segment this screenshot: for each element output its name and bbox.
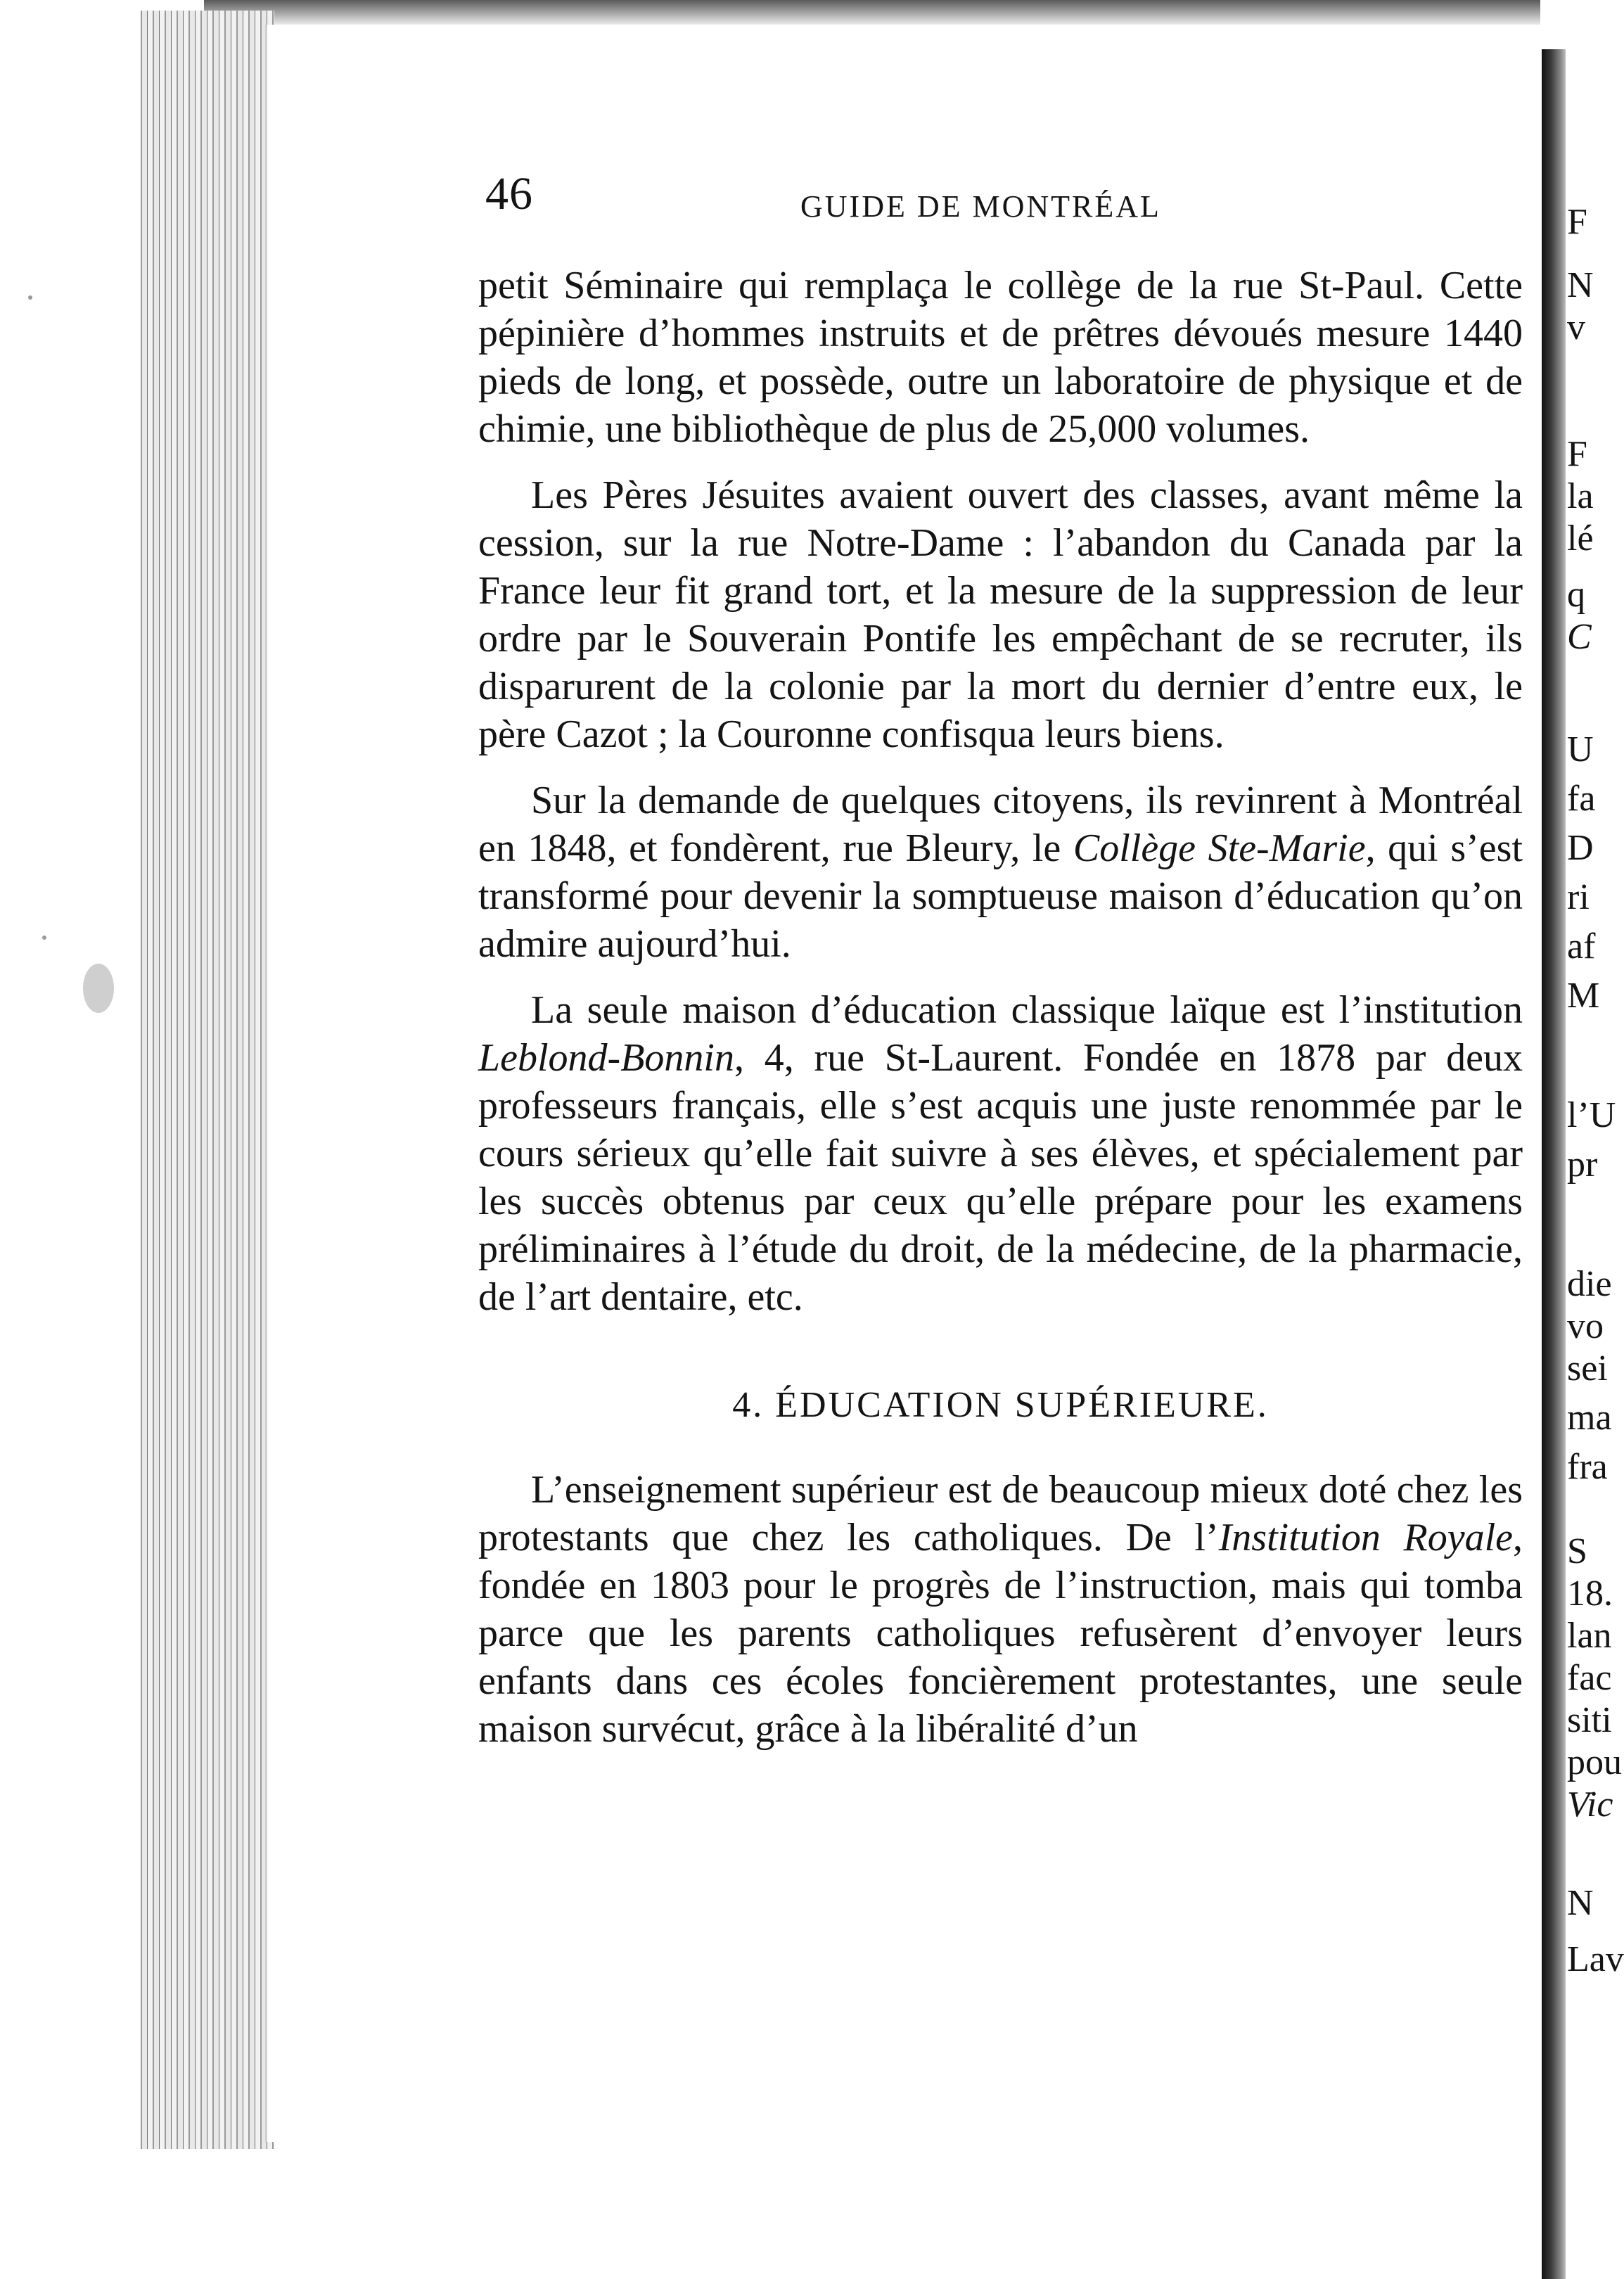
facing-page-fragment: pr	[1567, 1144, 1598, 1185]
facing-page-fragment: F	[1567, 202, 1587, 242]
facing-page-fragment: U	[1567, 729, 1594, 770]
running-head: GUIDE DE MONTRÉAL	[800, 189, 1161, 224]
facing-page-fragment: vo	[1567, 1306, 1604, 1346]
text-run: Les Pères Jésuites avaient ouvert des classes, avant même la cession, sur la rue Notre-Dame : l’abandon du Canada par la France leur fit grand tort, et la mesure de la suppression de leur ordre par le Souverain Pontife les empêchant de se recruter, ils disparurent de la colonie par la mort du dernier d’entre eux, le père Cazot ; la Couronne confisqua leurs biens.	[478, 473, 1523, 756]
italic-text: Collège Ste-Marie	[1073, 826, 1366, 870]
facing-page-fragment: Lav	[1567, 1939, 1624, 1979]
facing-page-fragment: fa	[1567, 779, 1596, 819]
page-edges-top	[204, 0, 1540, 28]
facing-page-fragment: fra	[1567, 1447, 1608, 1487]
facing-page-fragment: D	[1567, 828, 1594, 868]
paragraph	[478, 1466, 1523, 1753]
facing-page-fragment: N	[1567, 1883, 1594, 1923]
facing-page-fragment: v	[1567, 307, 1585, 347]
facing-page-fragment: C	[1567, 617, 1592, 657]
text-run: Sur la demande de quelques citoyens, ils revinrent à Montréal en 1848, et fondèrent, rue Bleury, le	[478, 779, 1523, 870]
facing-page-fragment: die	[1567, 1264, 1612, 1304]
text-run: , qui s’est transformé pour devenir la somptueuse maison d’éducation qu’on admire aujourd’hui.	[478, 826, 1523, 966]
text-run: petit Séminaire qui remplaça le collège de la rue St-Paul. Cette pépinière d’hommes instruits et de prêtres dévoués mesure 1440 pieds de long, et possède, outre un laboratoire de physique et de chimie, une bibliothèque de plus de 25,000 volumes.	[478, 264, 1523, 451]
paragraph	[478, 262, 1523, 453]
facing-page-fragment: l’U	[1567, 1095, 1616, 1135]
section-heading: 4. ÉDUCATION SUPÉRIEURE.	[732, 1385, 1269, 1425]
paragraph	[478, 986, 1523, 1321]
stacked-page-edges	[141, 11, 274, 2149]
facing-page-fragment: ri	[1567, 877, 1590, 917]
facing-page-edge	[1566, 42, 1624, 2279]
facing-page-fragment: S	[1567, 1531, 1587, 1571]
paragraph	[478, 777, 1523, 968]
paper-speck	[83, 964, 114, 1013]
text-run: L’enseignement supérieur est de beaucoup mieux doté chez les protestants que chez les catholiques. De l’	[478, 1468, 1523, 1559]
paper-speck	[42, 936, 46, 940]
italic-text: Leblond-Bonnin	[478, 1036, 734, 1080]
book-gutter	[1542, 49, 1566, 2279]
facing-page-fragment: N	[1567, 265, 1594, 305]
text-run: , 4, rue St-Laurent. Fondée en 1878 par deux professeurs français, elle s’est acquis une juste renommée par le cours sérieux qu’elle fait suivre à ses élèves, et spécialement par les succès obtenus par ceux qu’elle prépare pour les examens préliminaires à l’étude du droit, de la médecine, de la pharmacie, de l’art dentaire, etc.	[478, 1036, 1523, 1319]
facing-page-fragment: F	[1567, 434, 1587, 474]
facing-page-fragment: M	[1567, 976, 1600, 1016]
facing-page-fragment: af	[1567, 926, 1596, 966]
paragraphs-before-heading	[478, 262, 1523, 1321]
facing-page-fragment: lan	[1567, 1616, 1612, 1656]
paragraphs-after-heading	[478, 1466, 1523, 1753]
facing-page-fragment: lé	[1567, 518, 1594, 558]
text-run: , fondée en 1803 pour le progrès de l’instruction, mais qui tomba parce que les parents catholiques refusèrent d’envoyer leurs enfants dans ces écoles foncièrement protestantes, une seule maison survécut, grâce à la libéralité d’un	[478, 1516, 1523, 1751]
facing-page-fragment: fac	[1567, 1658, 1612, 1698]
facing-page-fragment: ma	[1567, 1398, 1612, 1438]
text-block	[478, 262, 1523, 1753]
facing-page-fragment: 18.	[1567, 1573, 1613, 1614]
page-number: 46	[485, 168, 533, 219]
italic-text: Institution Royale	[1218, 1516, 1513, 1559]
facing-page-fragment: la	[1567, 476, 1594, 516]
paper-speck	[28, 295, 32, 300]
facing-page-fragment: pou	[1567, 1742, 1622, 1782]
paragraph	[478, 471, 1523, 758]
facing-page-fragment: siti	[1567, 1700, 1612, 1740]
facing-page-fragment: Vic	[1567, 1785, 1613, 1825]
text-run: La seule maison d’éducation classique laïque est l’institution	[531, 988, 1523, 1032]
facing-page-fragment: sei	[1567, 1348, 1608, 1389]
facing-page-fragment: q	[1567, 575, 1585, 615]
